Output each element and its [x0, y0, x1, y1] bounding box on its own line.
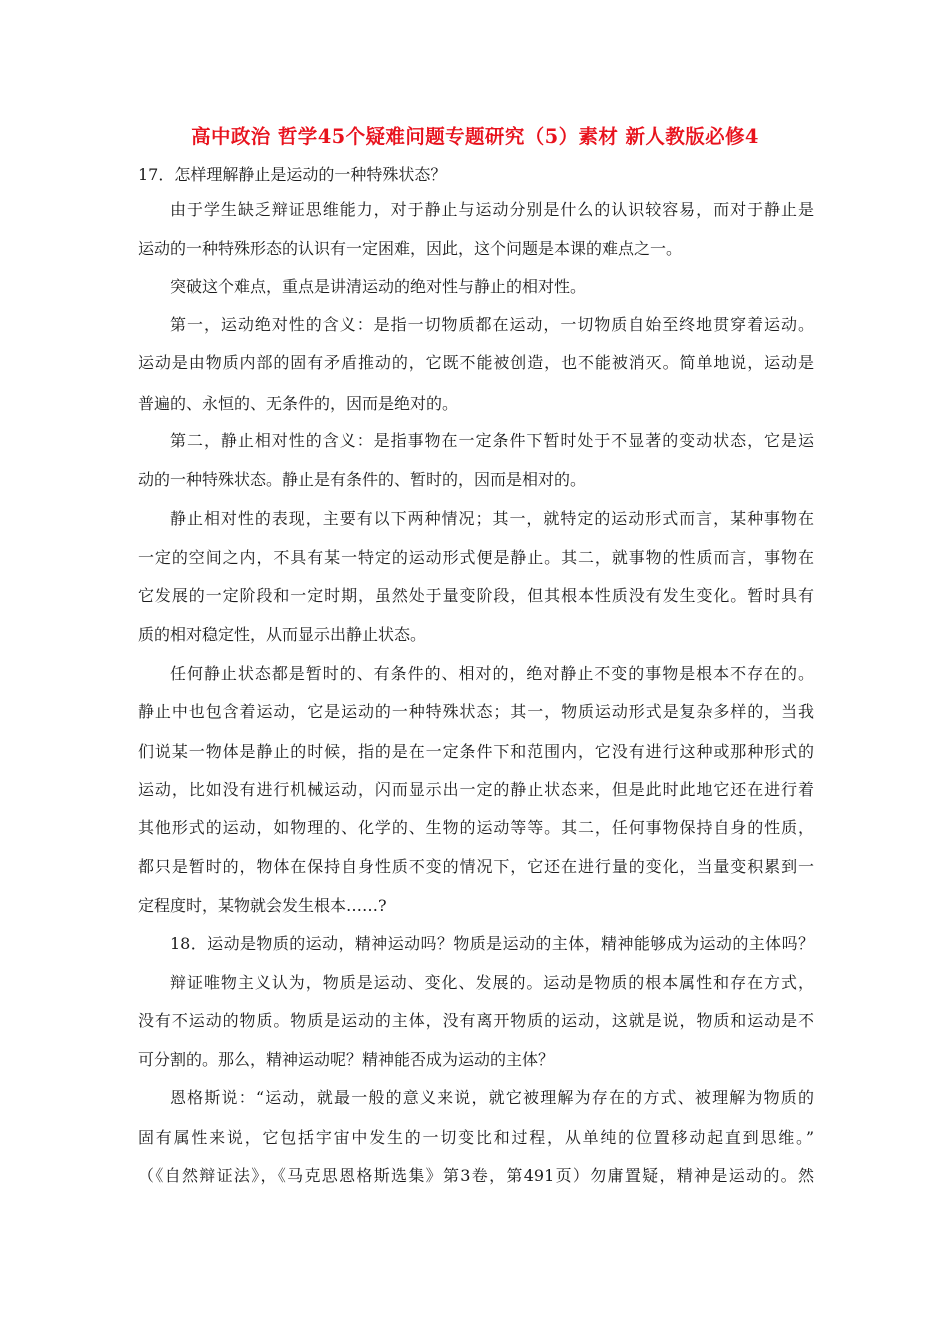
- text-line: 突破这个难点，重点是讲清运动的绝对性与静止的相对性。: [170, 277, 587, 296]
- text-line: 动的一种特殊状态。静止是有条件的、暂时的，因而是相对的。: [138, 470, 587, 489]
- document-title: 高中政治 哲学45个疑难问题专题研究（5）素材 新人教版必修4: [191, 125, 759, 148]
- text-line: 17．怎样理解静止是运动的一种特殊状态？: [138, 165, 447, 184]
- text-line: 第一，运动绝对性的含义：是指一切物质都在运动，一切物质自始至终地贯穿着运动。: [170, 315, 814, 334]
- text-line: 运动是由物质内部的固有矛盾推动的，它既不能被创造，也不能被消灭。简单地说，运动是: [138, 353, 814, 372]
- text-line: 静止中也包含着运动，它是运动的一种特殊状态；其一，物质运动形式是复杂多样的，当我: [138, 702, 814, 721]
- text-line: 第二，静止相对性的含义：是指事物在一定条件下暂时处于不显著的变动状态，它是运: [170, 431, 814, 450]
- text-line: 定程度时，某物就会发生根本……?: [138, 896, 387, 915]
- text-line: 普遍的、永恒的、无条件的，因而是绝对的。: [138, 394, 459, 413]
- text-line: 18．运动是物质的运动，精神运动吗？物质是运动的主体，精神能够成为运动的主体吗？: [170, 934, 814, 953]
- text-line: 没有不运动的物质。物质是运动的主体，没有离开物质的运动，这就是说，物质和运动是不: [138, 1011, 814, 1030]
- text-line: 辩证唯物主义认为，物质是运动、变化、发展的。运动是物质的根本属性和存在方式，: [170, 973, 814, 992]
- text-line: 其他形式的运动，如物理的、化学的、生物的运动等等。其二，任何事物保持自身的性质，: [138, 818, 814, 837]
- text-line: 由于学生缺乏辩证思维能力，对于静止与运动分别是什么的认识较容易，而对于静止是: [170, 200, 814, 219]
- text-line: 运动的一种特殊形态的认识有一定困难，因此，这个问题是本课的难点之一。: [138, 239, 683, 258]
- text-line: 它发展的一定阶段和一定时期，虽然处于量变阶段，但其根本性质没有发生变化。暂时具有: [138, 586, 814, 605]
- text-line: 固有属性来说，它包括宇宙中发生的一切变比和过程，从单纯的位置移动起直到思维。”: [138, 1128, 814, 1147]
- text-line: 质的相对稳定性，从而显示出静止状态。: [138, 625, 427, 644]
- text-line: （《自然辩证法》，《马克思恩格斯选集》第3卷，第491页）勿庸置疑，精神是运动的。然: [138, 1166, 814, 1185]
- text-line: 们说某一物体是静止的时候，指的是在一定条件下和范围内，它没有进行这种或那种形式的: [138, 742, 814, 761]
- text-line: 恩格斯说：“运动，就最一般的意义来说，就它被理解为存在的方式、被理解为物质的: [170, 1088, 814, 1107]
- text-line: 可分割的。那么，精神运动呢？精神能否成为运动的主体？: [138, 1050, 555, 1069]
- text-line: 运动，比如没有进行机械运动，闪而显示出一定的静止状态来，但是此时此地它还在进行着: [138, 780, 814, 799]
- text-line: 都只是暂时的，物体在保持自身性质不变的情况下，它还在进行量的变化，当量变积累到一: [138, 857, 814, 876]
- text-line: 静止相对性的表现，主要有以下两种情况；其一，就特定的运动形式而言，某种事物在: [170, 509, 814, 528]
- text-line: 一定的空间之内，不具有某一特定的运动形式便是静止。其二，就事物的性质而言，事物在: [138, 548, 814, 567]
- text-line: 任何静止状态都是暂时的、有条件的、相对的，绝对静止不变的事物是根本不存在的。: [170, 664, 814, 683]
